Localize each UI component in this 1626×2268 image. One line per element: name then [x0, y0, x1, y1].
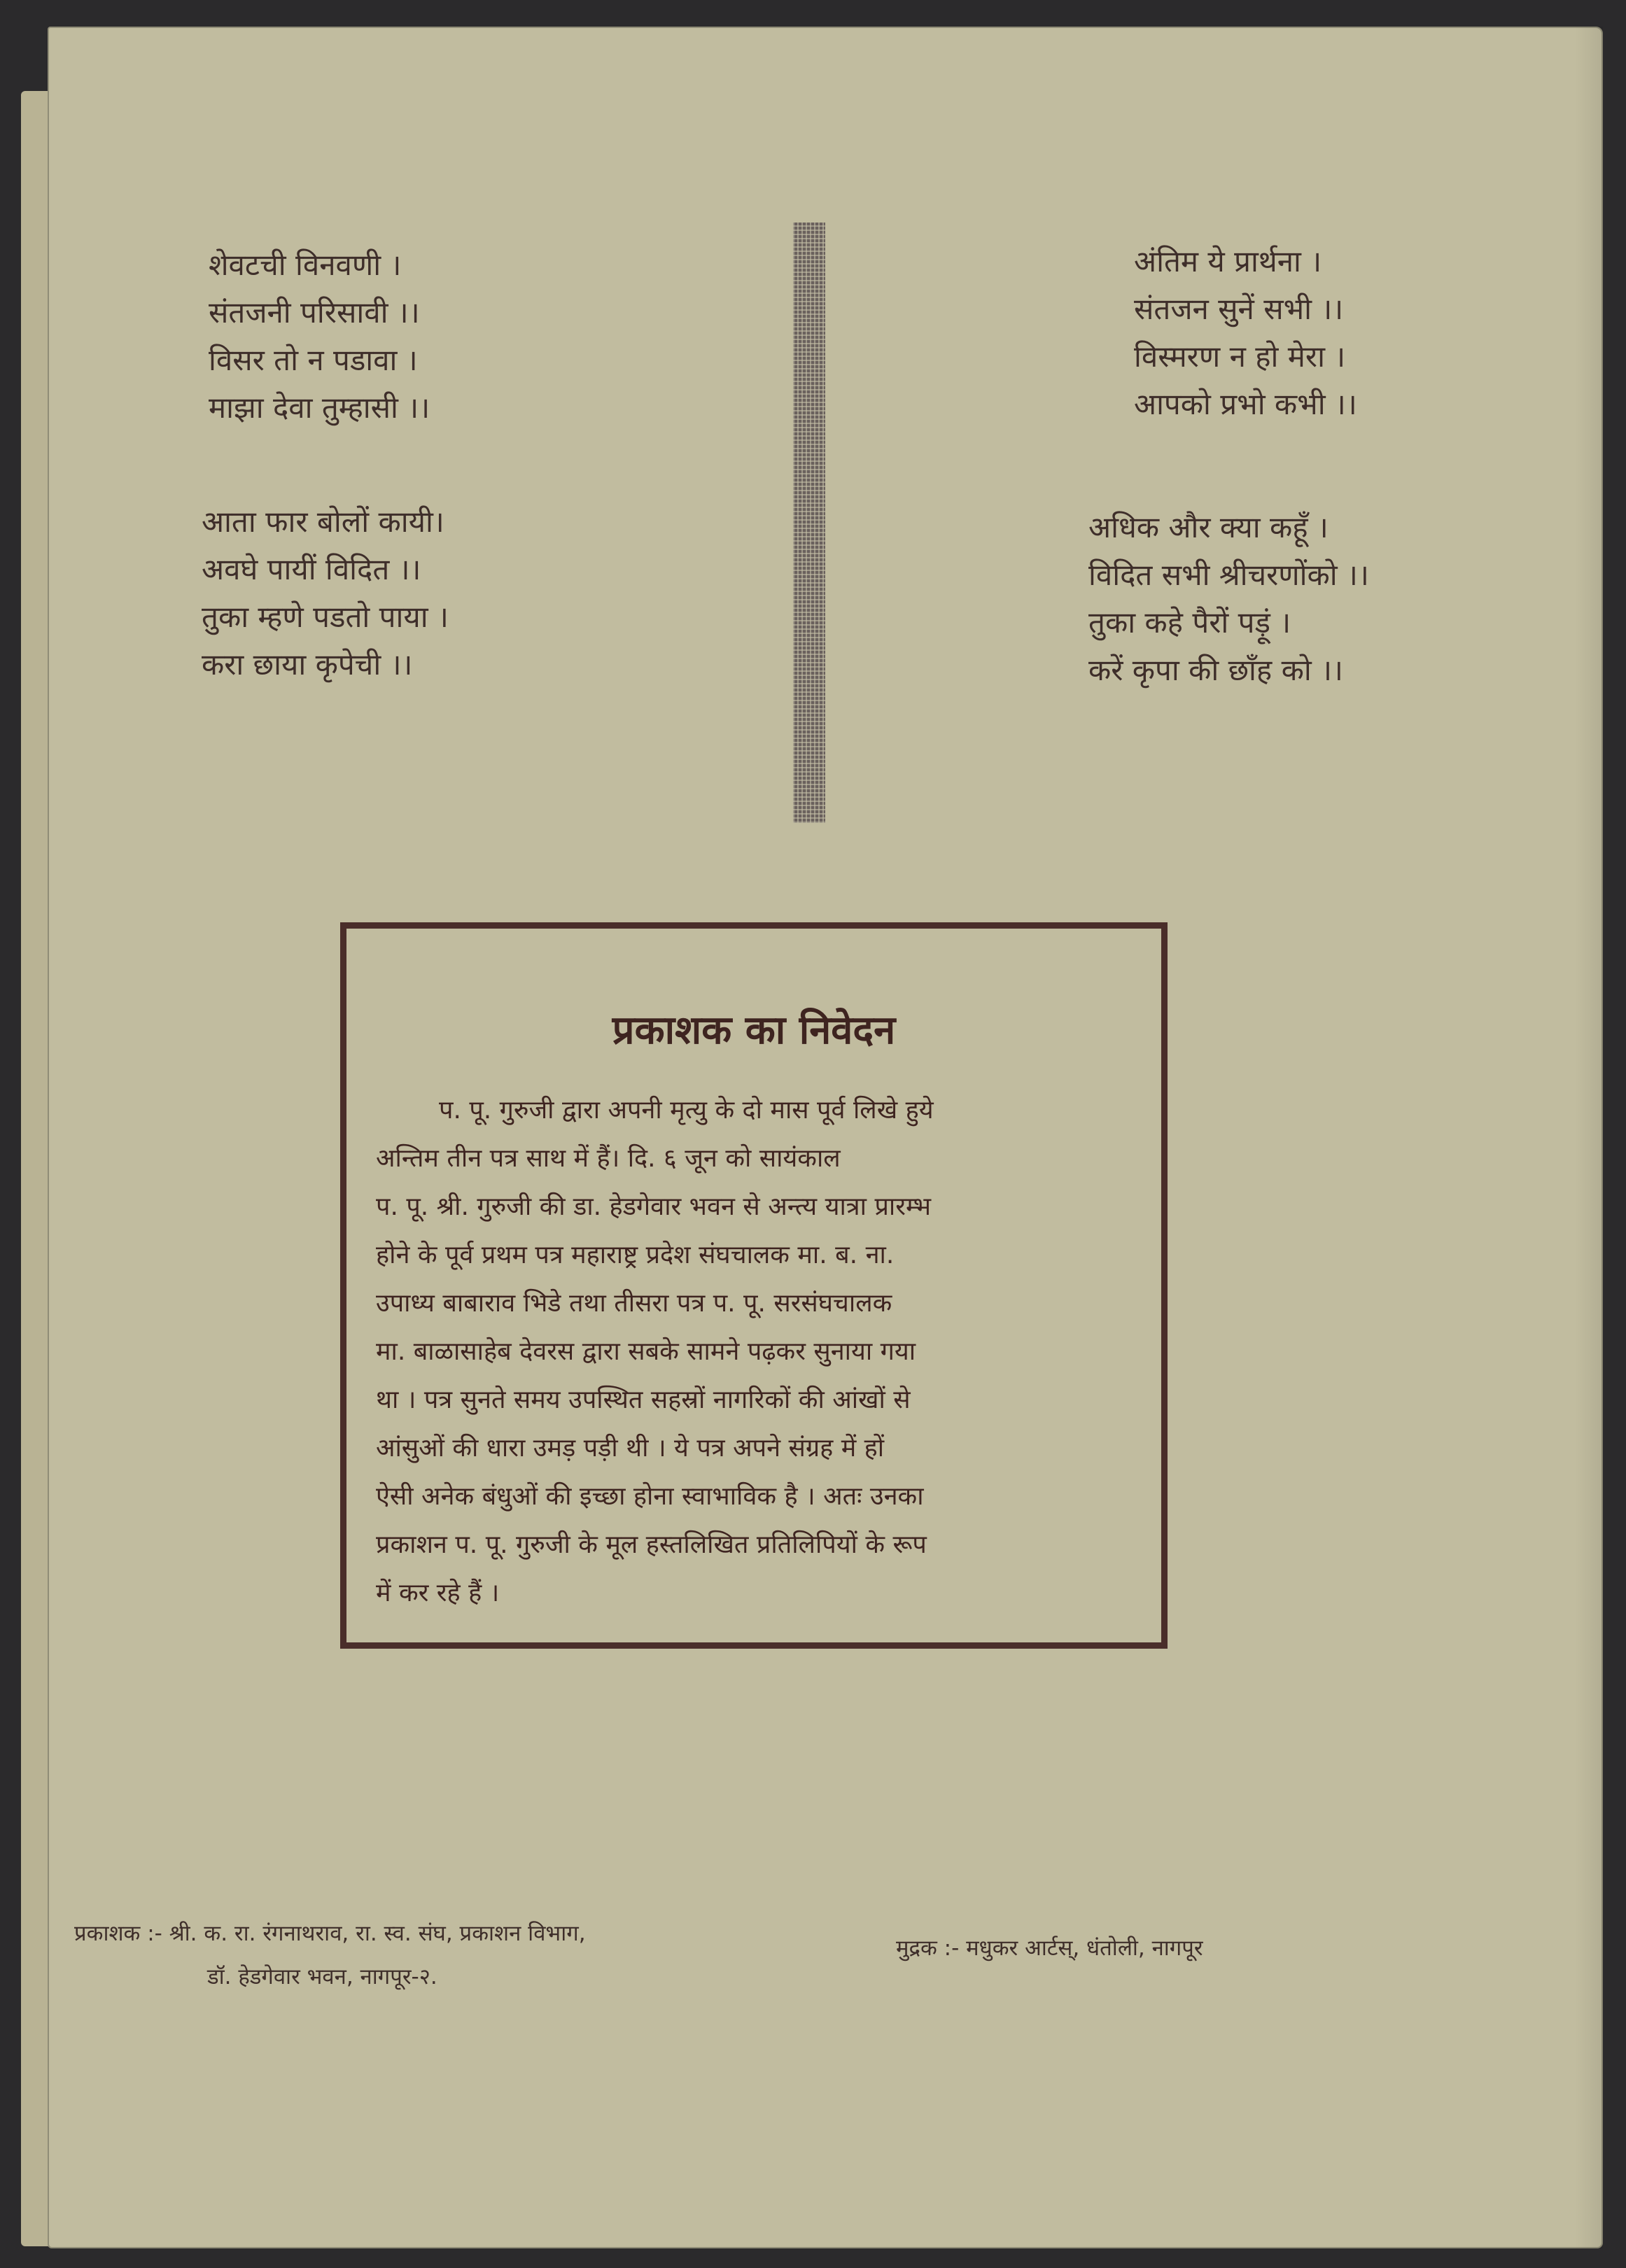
marathi-stanza-2	[202, 498, 449, 689]
verse-line: अधिक और क्या कहूँ ।	[1088, 510, 1329, 544]
publisher-line: प्रकाशक :- श्री. क. रा. रंगनाथराव, रा. स्व. संघ, प्रकाशन विभाग,	[74, 1921, 586, 1946]
notice-line: था । पत्र सुनते समय उपस्थित सहस्रों नागरिकों की आंखों से	[376, 1386, 911, 1414]
verse-line: करें कृपा की छाँह को ।।	[1088, 653, 1343, 687]
verse-line: तुका कहे पैरों पड़ूं ।	[1088, 605, 1291, 640]
verse-line: विस्मरण न हो मेरा ।	[1134, 339, 1346, 374]
verse-line: माझा देवा तुम्हासी ।।	[209, 390, 430, 425]
notice-title: प्रकाशक का निवेदन	[612, 1008, 896, 1053]
verse-line: आपको प्रभो कभी ।।	[1134, 387, 1357, 421]
notice-body	[376, 1086, 1135, 1617]
verse-line: अंतिम ये प्रार्थना ।	[1134, 244, 1322, 279]
notice-line: आंसुओं की धारा उमड़ पड़ी थी । ये पत्र अपने संग्रह में हों	[376, 1434, 885, 1463]
verse-line: शेवटची विनवणी ।	[209, 248, 402, 282]
notice-line: ऐसी अनेक बंधुओं की इच्छा होना स्वाभाविक है । अतः उनका	[376, 1482, 924, 1511]
notice-line: प. पू. गुरुजी द्वारा अपनी मृत्यु के दो मास पूर्व लिखे हुये	[439, 1096, 934, 1125]
printer-credit: मुद्रक :- मधुकर आर्टस्, धंतोली, नागपूर	[896, 1936, 1203, 1961]
publisher-address: डॉ. हेडगेवार भवन, नागपूर-२.	[207, 1964, 437, 1989]
paper-edge-shadow	[1575, 27, 1603, 2248]
publisher-credit	[74, 1912, 586, 1999]
notice-line: होने के पूर्व प्रथम पत्र महाराष्ट्र प्रदेश संघचालक मा. ब. ना.	[376, 1241, 895, 1269]
notice-line: अन्तिम तीन पत्र साथ में हैं। दि. ६ जून को सायंकाल	[376, 1144, 841, 1173]
verse-line: अवघे पायीं विदित ।।	[202, 552, 421, 586]
notice-line: प्रकाशन प. पू. गुरुजी के मूल हस्तलिखित प्रतिलिपियों के रूप	[376, 1530, 927, 1559]
verse-line: संतजन सुनें सभी ।।	[1134, 292, 1344, 326]
verse-line: विदित सभी श्रीचरणोंको ।।	[1088, 558, 1369, 592]
notice-line: प. पू. श्री. गुरुजी की डा. हेडगेवार भवन से अन्त्य यात्रा प्रारम्भ	[376, 1192, 932, 1221]
hindi-stanza-1	[1134, 238, 1357, 428]
notice-line: में कर रहे हैं ।	[376, 1579, 500, 1607]
notice-line: उपाध्य बाबाराव भिडे तथा तीसरा पत्र प. पू. सरसंघचालक	[376, 1289, 892, 1318]
notice-line: मा. बाळासाहेब देवरस द्वारा सबके सामने पढ़कर सुनाया गया	[376, 1337, 916, 1366]
verse-line: तुका म्हणे पडतो पाया ।	[202, 600, 449, 634]
verse-line: आता फार बोलों कायी।	[202, 505, 444, 539]
publisher-notice-box	[340, 922, 1168, 1649]
verse-line: संतजनी परिसावी ।।	[209, 295, 420, 330]
verse-line: विसर तो न पडावा ।	[209, 343, 418, 377]
hindi-stanza-2	[1088, 504, 1369, 694]
vertical-ornamental-divider	[793, 223, 825, 823]
marathi-stanza-1	[209, 241, 430, 432]
verse-line: करा छाया कृपेची ।।	[202, 647, 413, 682]
